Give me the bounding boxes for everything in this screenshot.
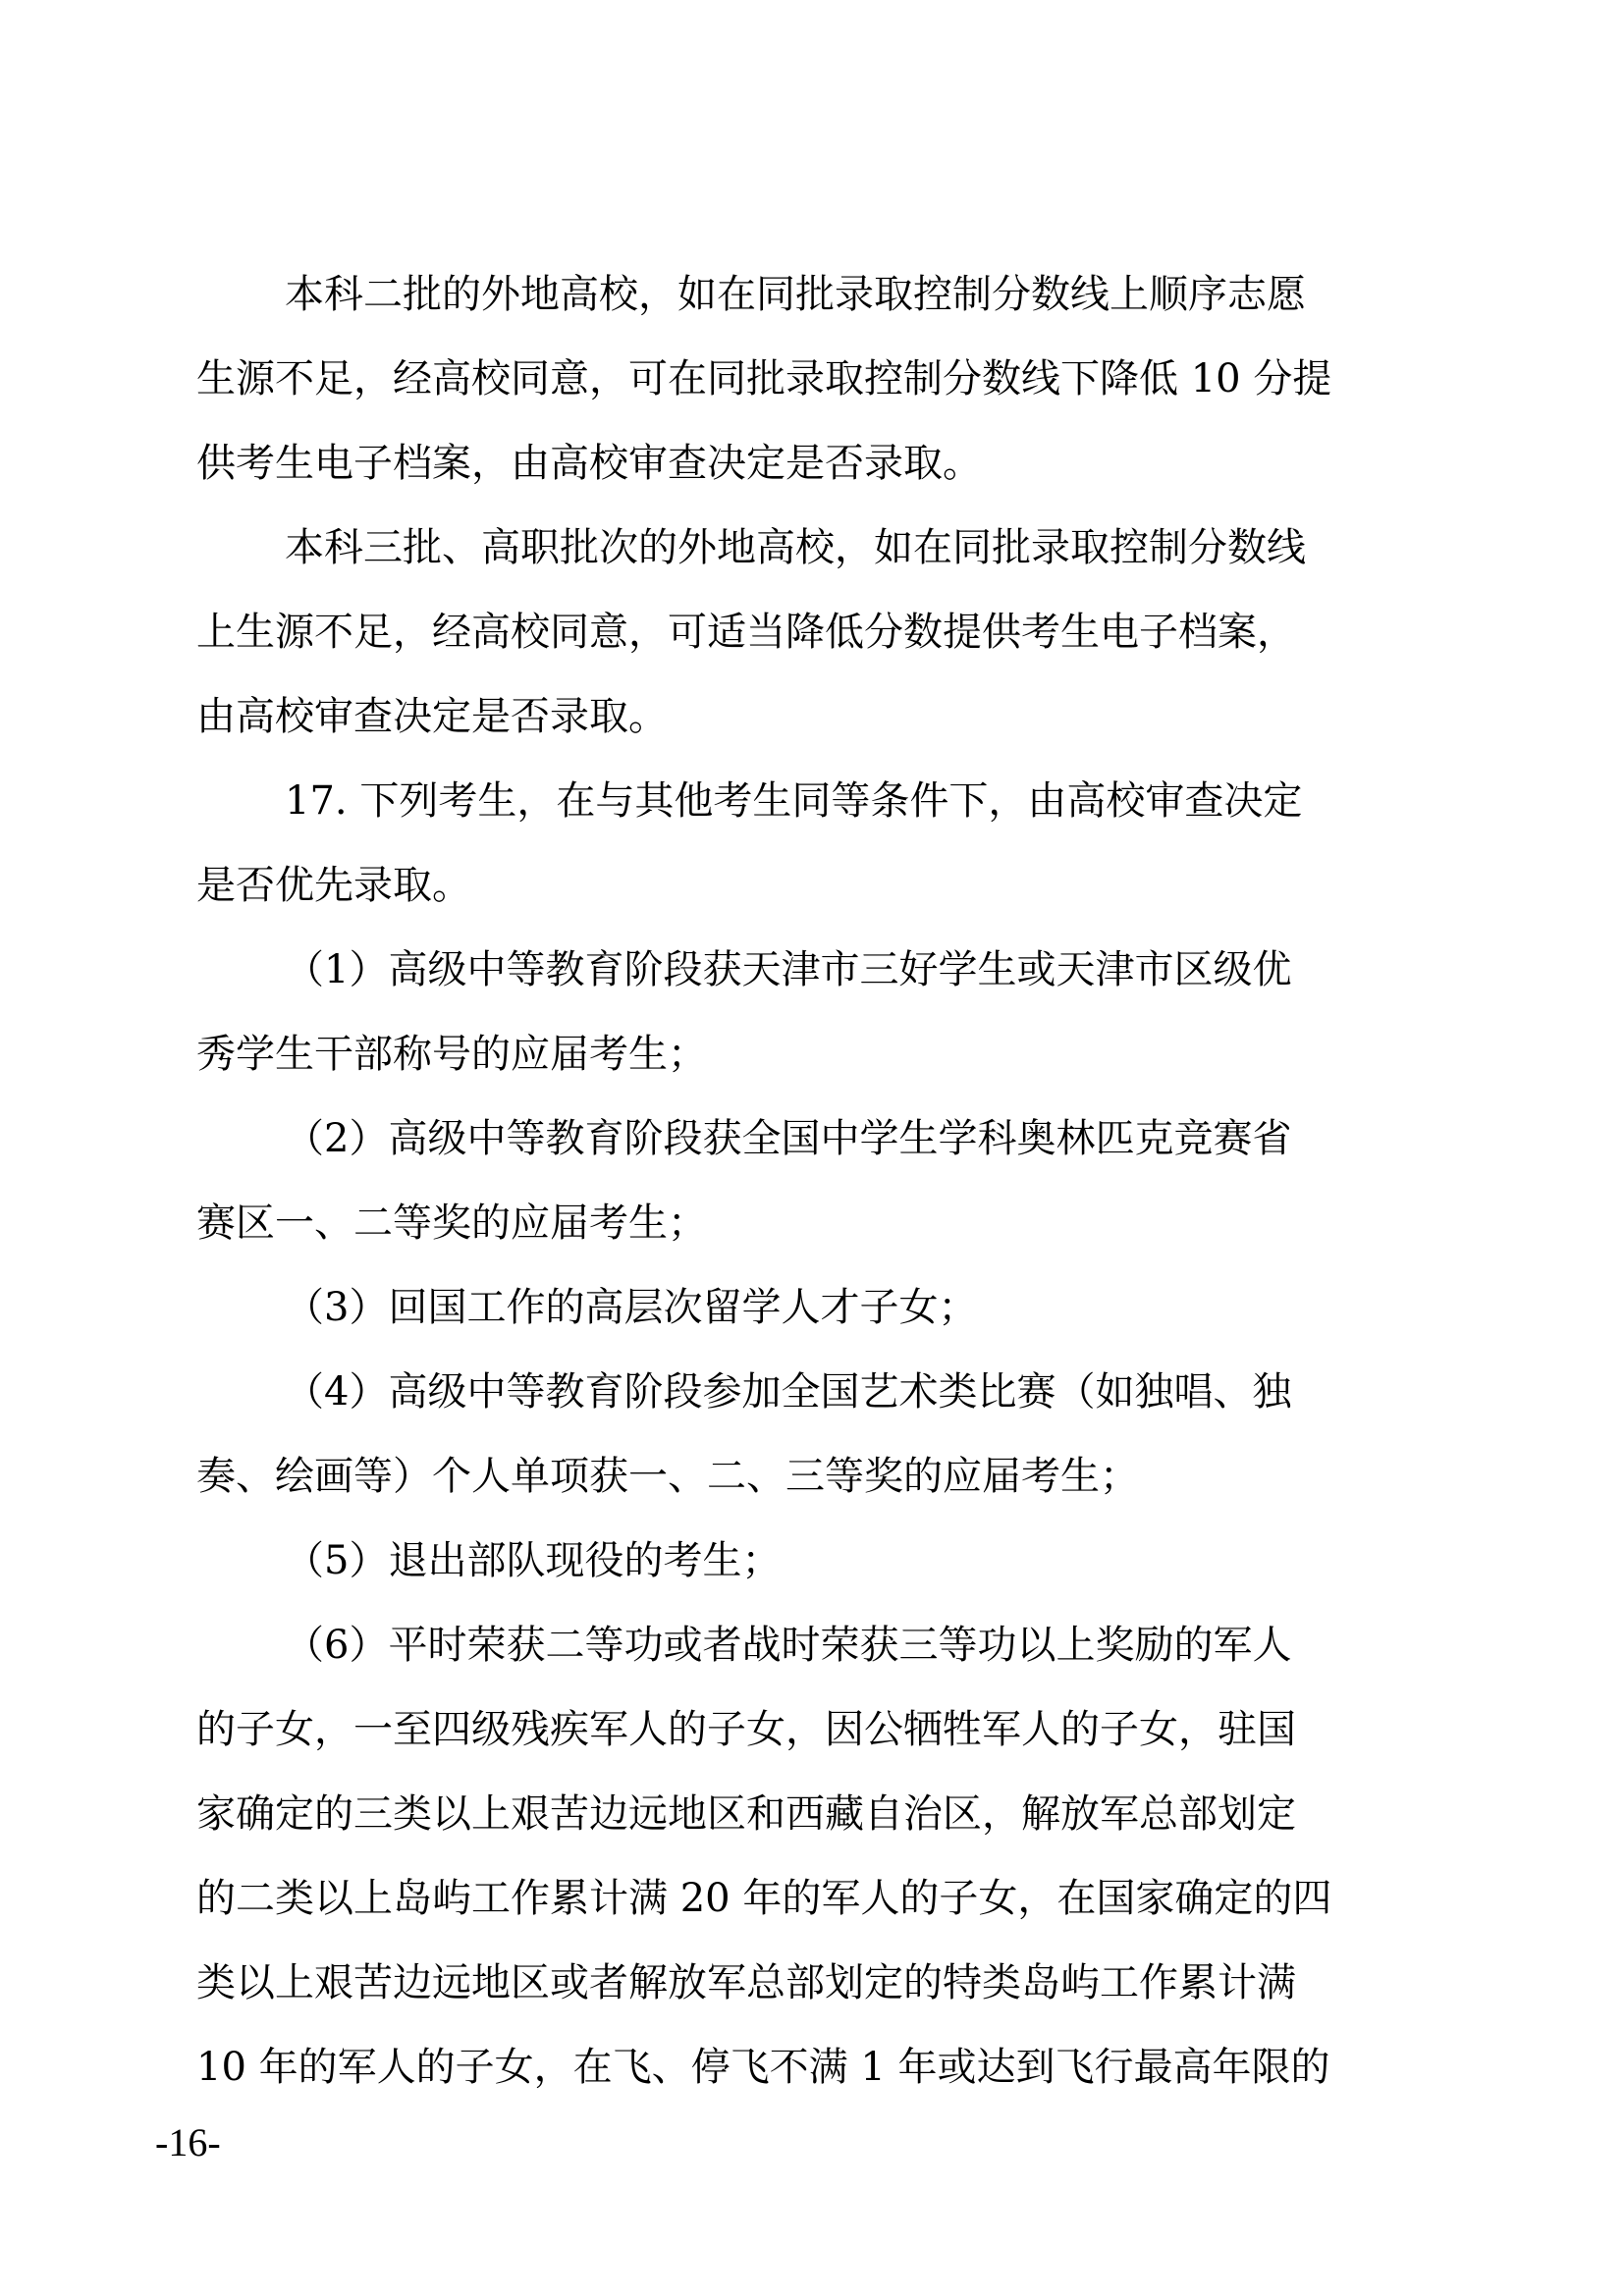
- paragraph-line: （6）平时荣获二等功或者战时荣获三等功以上奖励的军人: [285, 1623, 1292, 1668]
- page-number: -16-: [155, 2120, 221, 2164]
- paragraph-line: 由高校审查决定是否录取。: [196, 694, 668, 739]
- paragraph-line: 秀学生干部称号的应届考生；: [196, 1032, 707, 1077]
- paragraph-line: 家确定的三类以上艰苦边远地区和西藏自治区，解放军总部划定: [196, 1791, 1296, 1837]
- paragraph-line: 是否优先录取。: [196, 863, 471, 908]
- paragraph-line: （1）高级中等教育阶段获天津市三好学生或天津市区级优: [285, 947, 1292, 992]
- paragraph-line: 类以上艰苦边远地区或者解放军总部划定的特类岛屿工作累计满: [196, 1960, 1296, 2005]
- paragraph-line: 赛区一、二等奖的应届考生；: [196, 1201, 707, 1246]
- paragraph-line: （2）高级中等教育阶段获全国中学生学科奥林匹克竞赛省: [285, 1116, 1292, 1161]
- paragraph-line: （4）高级中等教育阶段参加全国艺术类比赛（如独唱、独: [285, 1369, 1292, 1415]
- paragraph-line: 10 年的军人的子女，在飞、停飞不满 1 年或达到飞行最高年限的: [196, 2045, 1330, 2090]
- paragraph-line: 奏、绘画等）个人单项获一、二、三等奖的应届考生；: [196, 1454, 1139, 1499]
- paragraph-line: 供考生电子档案，由高校审查决定是否录取。: [196, 441, 982, 486]
- paragraph-line: 的二类以上岛屿工作累计满 20 年的军人的子女，在国家确定的四: [196, 1876, 1332, 1921]
- paragraph-line: 生源不足，经高校同意，可在同批录取控制分数线下降低 10 分提: [196, 356, 1332, 401]
- paragraph-line: 本科二批的外地高校，如在同批录取控制分数线上顺序志愿: [285, 272, 1306, 317]
- paragraph-line: 上生源不足，经高校同意，可适当降低分数提供考生电子档案，: [196, 610, 1296, 655]
- paragraph-line: （3）回国工作的高层次留学人才子女；: [285, 1285, 978, 1330]
- paragraph-line: 的子女，一至四级残疾军人的子女，因公牺牲军人的子女，驻国: [196, 1707, 1296, 1752]
- paragraph-line: 本科三批、高职批次的外地高校，如在同批录取控制分数线: [285, 525, 1306, 570]
- paragraph-line: （5）退出部队现役的考生；: [285, 1538, 782, 1583]
- paragraph-line: 17. 下列考生，在与其他考生同等条件下，由高校审查决定: [285, 778, 1303, 824]
